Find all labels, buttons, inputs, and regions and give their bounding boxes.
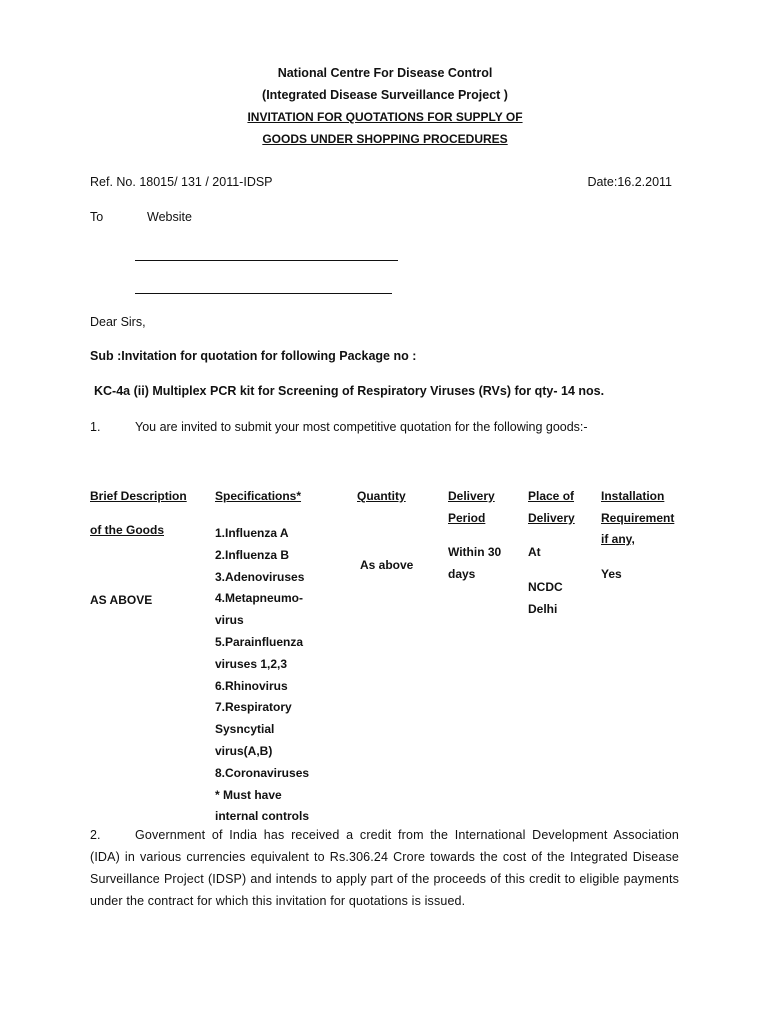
subject: Sub :Invitation for quotation for following Package no : [90,349,417,363]
description-value: AS ABOVE [90,593,153,607]
quantity-value: As above [360,558,414,572]
salutation: Dear Sirs, [90,315,146,329]
para-1-text: You are invited to submit your most competitive quotation for the following goods:- [135,420,588,434]
header-brief-description: Brief Description [90,489,187,503]
specification-line: 4.Metapneumo- [215,591,304,606]
header-of-the-goods: of the Goods [90,523,164,537]
address-line-2 [135,293,392,294]
specification-line: 1.Influenza A [215,526,289,540]
specification-line: 8.Coronaviruses [215,765,310,780]
specification-line: 3.Adenoviruses [215,569,305,584]
header-specifications: Specifications* [215,489,302,503]
specification-line: 5.Parainfluenza [215,634,304,649]
specification-line: * Must have [215,787,282,802]
recipient: Website [147,210,192,224]
installation-value: Yes [601,567,622,581]
header-if-any: if any, [601,532,635,546]
date: Date:16.2.2011 [587,175,672,189]
specification-line: virus(A,B) [215,743,273,758]
place-value-line-2: NCDC [528,580,563,594]
delivery-value-line-2: days [448,567,476,581]
place-value-line-3: Delhi [528,602,558,616]
specification-line: 7.Respiratory [215,700,292,715]
title-line-1: INVITATION FOR QUOTATIONS FOR SUPPLY OF [247,110,523,124]
para-1-number: 1. [90,420,101,434]
para-2-number: 2. [90,828,101,842]
org-name: National Centre For Disease Control [277,66,493,80]
specification-line: Sysncytial [215,722,275,737]
header-place-delivery: Delivery [528,511,575,525]
header-installation: Installation [601,489,665,503]
title-line-2: GOODS UNDER SHOPPING PROCEDURES [262,132,508,146]
specification-line: internal controls [215,809,310,824]
project-name: (Integrated Disease Surveillance Project ) [262,88,508,102]
to-label: To [90,210,104,224]
specification-line: viruses 1,2,3 [215,656,288,671]
para-2-text: Government of India has received a credit from the International Development Association (IDA) in various currencies equivalent to Rs.306.24 Crore towards the cost of the Integrated Disease Surveillance Project (IDSP) and intends to apply part of the proceeds of this credit to eligible payments under the contract for which this invitation for quotations is issued. [90,828,679,908]
specification-line: virus [215,613,244,628]
specification-line: 6.Rhinovirus [215,678,288,693]
header-quantity: Quantity [357,489,406,503]
delivery-value-line-1: Within 30 [448,545,502,559]
place-value-line-1: At [528,545,541,559]
header-period: Period [448,511,486,525]
reference-number: Ref. No. 18015/ 131 / 2011-IDSP [90,175,273,189]
header-requirement: Requirement [601,511,675,525]
address-line-1 [135,260,398,261]
header-delivery: Delivery [448,489,495,503]
header-place-of: Place of [528,489,575,503]
specification-line: 2.Influenza B [215,547,290,562]
package-description: KC-4a (ii) Multiplex PCR kit for Screening of Respiratory Viruses (RVs) for qty- 14 nos. [94,384,605,398]
specifications-list [215,523,309,828]
